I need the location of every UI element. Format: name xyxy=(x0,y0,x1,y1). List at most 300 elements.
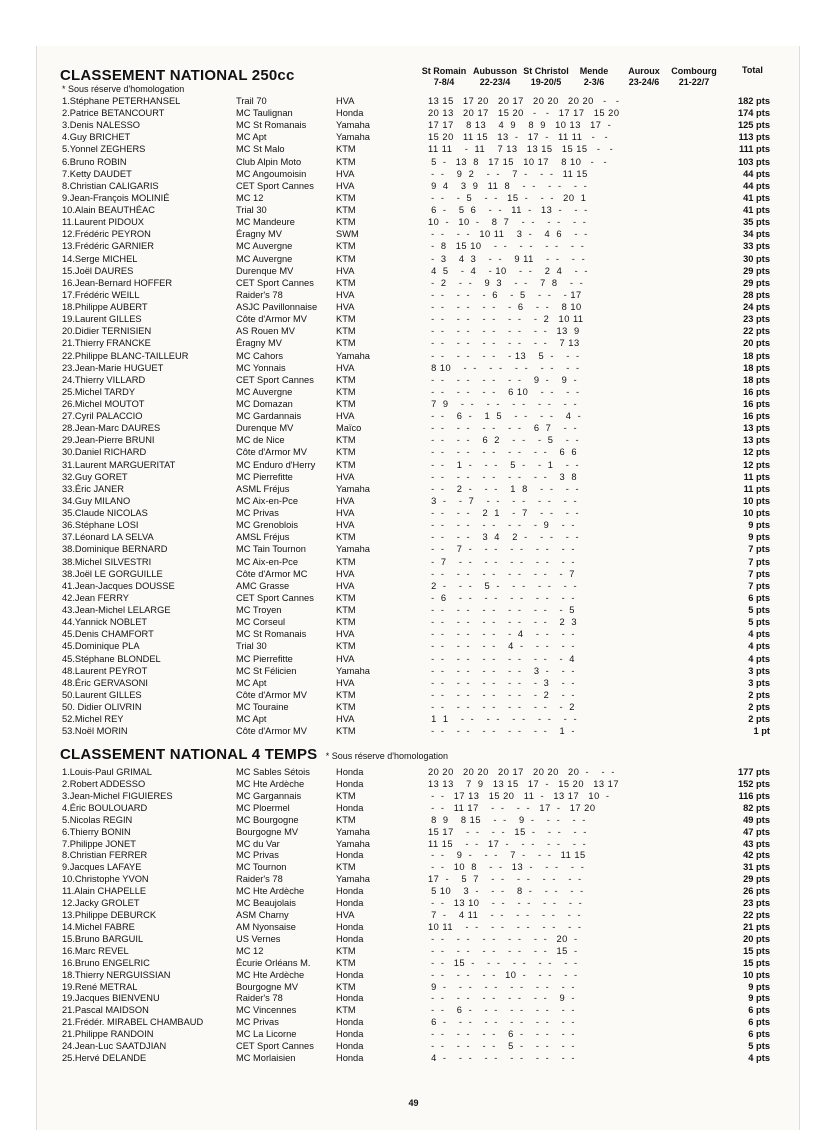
make-name: Honda xyxy=(336,898,364,909)
event-results: - - - - - - - - - - 13 9 xyxy=(428,326,580,337)
event-results: - - 2 - - - 1 8 - - - - xyxy=(428,483,580,494)
make-name: KTM xyxy=(336,862,356,873)
event-results: - - - - - - 6 10 - - - - xyxy=(428,386,580,397)
rider-name: 20.Didier TERNISIEN xyxy=(62,326,152,337)
event-results: - - - - - - - - - - 2 3 xyxy=(428,617,578,628)
total-points: 6 pts xyxy=(748,1017,770,1028)
rider-name: 10.Christophe YVON xyxy=(62,874,149,885)
rider-name: 21.Philippe RANDOIN xyxy=(62,1029,154,1040)
event-date: 19-20/5 xyxy=(530,77,562,87)
total-points: 10 pts xyxy=(743,495,770,506)
total-points: 6 pts xyxy=(748,1029,770,1040)
rider-name: 14.Michel FABRE xyxy=(62,921,135,932)
rider-name: 25.Michel TARDY xyxy=(62,386,136,397)
make-name: Yamaha xyxy=(336,838,370,849)
rider-name: 45.Stéphane BLONDEL xyxy=(62,653,161,664)
event-results: 15 17 - - - - 15 - - - - - xyxy=(428,826,587,837)
total-points: 49 pts xyxy=(743,814,770,825)
make-name: Yamaha xyxy=(336,826,370,837)
total-points: 44 pts xyxy=(743,180,770,191)
event-results: 5 10 3 - - - 8 - - - - - xyxy=(428,886,584,897)
event-results: 9 - - - - - - - - - - - xyxy=(428,981,575,992)
make-name: Honda xyxy=(336,802,364,813)
club-name: MC Troyen xyxy=(236,605,282,616)
make-name: KTM xyxy=(336,592,356,603)
rider-name: 15.Joël DAURES xyxy=(62,265,134,276)
club-name: Côte d'Armor MV xyxy=(236,314,308,325)
total-points: 47 pts xyxy=(743,826,770,837)
club-name: Éragny MV xyxy=(236,229,282,240)
make-name: KTM xyxy=(336,241,356,252)
club-name: Côte d'Armor MV xyxy=(236,447,308,458)
rider-name: 13.Philippe DEBURCK xyxy=(62,910,157,921)
total-points: 29 pts xyxy=(743,277,770,288)
total-points: 116 pts xyxy=(738,790,770,801)
make-name: HVA xyxy=(336,96,355,106)
club-name: MC Tain Tournon xyxy=(236,544,306,555)
rider-name: 1.Stéphane PETERHANSEL xyxy=(62,96,181,106)
make-name: KTM xyxy=(336,144,356,155)
make-name: Honda xyxy=(336,1053,364,1064)
total-points: 152 pts xyxy=(737,778,770,789)
make-name: HVA xyxy=(336,568,355,579)
make-name: KTM xyxy=(336,556,356,567)
rider-name: 8.Christian FERRER xyxy=(62,850,148,861)
club-name: MC Angoumoisin xyxy=(236,168,307,179)
rider-name: 48.Éric GERVASONI xyxy=(62,677,148,688)
event-results: - - - - - - 10 - - - - - xyxy=(428,969,578,980)
make-name: KTM xyxy=(336,617,356,628)
total-points: 6 pts xyxy=(748,1005,770,1016)
make-name: HVA xyxy=(336,677,355,688)
make-name: HVA xyxy=(336,508,355,519)
make-name: HVA xyxy=(336,471,355,482)
club-name: MC Sables Sétois xyxy=(236,767,310,777)
total-column-header: Total xyxy=(742,65,763,75)
total-points: 9 pts xyxy=(748,520,770,531)
rider-name: 19.Jacques BIENVENU xyxy=(62,993,160,1004)
rider-name: 45.Denis CHAMFORT xyxy=(62,629,154,640)
club-name: MC Hte Ardèche xyxy=(236,778,305,789)
rider-name: 26.Michel MOUTOT xyxy=(62,399,145,409)
make-name: Honda xyxy=(336,1017,364,1028)
make-name: HVA xyxy=(336,289,355,300)
event-results: - - - - - - - - - - 15 - xyxy=(428,945,578,956)
total-points: 5 pts xyxy=(748,617,770,628)
club-name: MC St Romanais xyxy=(236,120,307,131)
club-name: MC Hte Ardèche xyxy=(236,886,305,897)
event-results: - - - - - - - - - 3 - - xyxy=(428,677,575,688)
event-date: 7-8/4 xyxy=(433,77,455,87)
rider-name: 12.Frédéric PEYRON xyxy=(62,229,151,240)
club-name: MC St Malo xyxy=(236,144,285,155)
event-results: - - - - - - 6 - - - - - xyxy=(428,1029,575,1040)
make-name: KTM xyxy=(336,447,356,458)
club-name: Trial 30 xyxy=(236,205,267,216)
rider-name: 33.Éric JANER xyxy=(62,483,124,494)
rider-name: 50. Didier OLIVRIN xyxy=(62,702,142,712)
total-points: 11 pts xyxy=(743,483,770,494)
club-name: CET Sport Cannes xyxy=(236,374,314,385)
make-name: Honda xyxy=(336,933,364,944)
total-points: 29 pts xyxy=(743,265,770,276)
event-results: - - - - - - - - - - 3 8 xyxy=(428,471,578,482)
rider-name: 3.Denis NALESSO xyxy=(62,120,141,131)
total-points: 2 pts xyxy=(748,702,770,712)
event-results: 4 5 - 4 - 10 - - 2 4 - - xyxy=(428,265,588,276)
event-date: 22-23/4 xyxy=(479,77,511,87)
total-points: 182 pts xyxy=(737,96,770,106)
total-points: 16 pts xyxy=(743,399,770,409)
make-name: Honda xyxy=(336,1029,364,1040)
total-points: 9 pts xyxy=(748,993,770,1004)
total-points: 174 pts xyxy=(737,108,770,119)
rider-name: 25.Hervé DELANDE xyxy=(62,1053,147,1064)
make-name: HVA xyxy=(336,629,355,640)
rider-name: 16.Bruno ENGELRIC xyxy=(62,957,150,968)
event-results: 9 4 3 9 11 8 - - - - - - xyxy=(428,180,588,191)
make-name: Yamaha xyxy=(336,350,370,361)
club-name: US Vernes xyxy=(236,933,281,944)
rider-name: 24.Thierry VILLARD xyxy=(62,374,146,385)
event-results: - - - - - - - - - 2 - - xyxy=(428,689,575,700)
make-name: KTM xyxy=(336,217,356,228)
club-name: MC Enduro d'Herry xyxy=(236,459,316,470)
event-results: - - - 5 - - 15 - - - 20 1 xyxy=(428,192,587,203)
make-name: Honda xyxy=(336,993,364,1004)
total-points: 31 pts xyxy=(743,862,770,873)
event-results: 10 - 10 - 8 7 - - - - - - xyxy=(428,217,587,228)
total-points: 16 pts xyxy=(743,386,770,397)
event-results: - - 9 2 - - 7 - - - 11 15 xyxy=(428,168,588,179)
rider-name: 4.Éric BOULOUARD xyxy=(62,802,148,813)
make-name: Maïco xyxy=(336,423,362,434)
club-name: Bourgogne MV xyxy=(236,981,299,992)
club-name: MC Auvergne xyxy=(236,253,293,264)
total-points: 11 pts xyxy=(743,471,770,482)
event-name: Aubusson xyxy=(473,66,517,76)
total-points: 82 pts xyxy=(743,802,770,813)
total-points: 18 pts xyxy=(743,374,770,385)
rider-name: 31.Laurent MARGUERITAT xyxy=(62,459,176,470)
event-name: Auroux xyxy=(628,66,660,76)
total-points: 3 pts xyxy=(748,677,770,688)
rider-name: 52.Michel REY xyxy=(62,714,124,725)
rider-name: 5.Nicolas REGIN xyxy=(62,814,133,825)
club-name: Trail 70 xyxy=(236,96,267,106)
total-points: 1 pt xyxy=(753,726,770,737)
rider-name: 35.Claude NICOLAS xyxy=(62,508,148,519)
event-results: 20 20 20 20 20 17 20 20 20 - - - xyxy=(428,767,615,777)
club-name: MC Privas xyxy=(236,1017,279,1028)
club-name: CET Sport Cannes xyxy=(236,180,314,191)
section-250cc-note: * Sous réserve d'homologation xyxy=(62,84,185,94)
make-name: Honda xyxy=(336,886,364,897)
club-name: Raider's 78 xyxy=(236,874,283,885)
event-results: 2 - - - 5 - - - - - - - xyxy=(428,580,578,591)
rider-name: 4.Guy BRICHET xyxy=(62,132,131,143)
rider-name: 17.Frédéric WEILL xyxy=(62,289,140,300)
club-name: MC Mandeure xyxy=(236,217,295,228)
rider-name: 15.Bruno BARGUIL xyxy=(62,933,144,944)
club-name: AS Rouen MV xyxy=(236,326,295,337)
club-name: MC Cahors xyxy=(236,350,284,361)
event-results: - - - - - - - - - - 6 6 xyxy=(428,447,578,458)
make-name: KTM xyxy=(336,386,356,397)
club-name: MC Touraine xyxy=(236,702,289,712)
make-name: Yamaha xyxy=(336,132,370,143)
total-points: 18 pts xyxy=(743,362,770,373)
rider-name: 22.Philippe BLANC-TAILLEUR xyxy=(62,350,189,361)
club-name: MC Taulignan xyxy=(236,108,293,119)
rider-name: 23.Jean-Marie HUGUET xyxy=(62,362,164,373)
rider-name: 9.Jacques LAFAYE xyxy=(62,862,142,873)
rider-name: 21.Thierry FRANCKE xyxy=(62,338,151,349)
club-name: MC Aix-en-Pce xyxy=(236,495,298,506)
make-name: KTM xyxy=(336,156,356,167)
event-results: - - - - 6 2 - - - 5 - - xyxy=(428,435,580,446)
make-name: HVA xyxy=(336,714,355,725)
event-name: Combourg xyxy=(671,66,717,76)
rider-name: 18.Philippe AUBERT xyxy=(62,302,148,313)
rider-name: 11.Alain CHAPELLE xyxy=(62,886,147,897)
total-points: 4 pts xyxy=(748,653,770,664)
rider-name: 10.Alain BEAUTHÉAC xyxy=(62,205,156,216)
total-points: 16 pts xyxy=(743,411,770,422)
club-name: MC Ploermel xyxy=(236,802,290,813)
club-name: MC Pierrefitte xyxy=(236,471,293,482)
event-results: - - 17 13 15 20 11 - 13 17 10 - xyxy=(428,790,610,801)
rider-name: 36.Stéphane LOSI xyxy=(62,520,139,531)
total-points: 13 pts xyxy=(743,423,770,434)
rider-name: 12.Jacky GROLET xyxy=(62,898,140,909)
rider-name: 30.Daniel RICHARD xyxy=(62,447,147,458)
event-header-aubusson xyxy=(470,66,520,88)
event-results: - - - - - - - - - 2 10 11 xyxy=(428,314,584,325)
section-4temps-header xyxy=(60,746,448,763)
event-results: - - - - 10 11 3 - 4 6 - - xyxy=(428,229,588,240)
club-name: MC Bourgogne xyxy=(236,814,299,825)
rider-name: 38.Michel SILVESTRI xyxy=(62,556,152,567)
club-name: Bourgogne MV xyxy=(236,826,299,837)
event-results: - - 11 17 - - - - 17 - 17 20 xyxy=(428,802,596,813)
total-points: 21 pts xyxy=(743,921,770,932)
club-name: MC Hte Ardèche xyxy=(236,969,305,980)
make-name: HVA xyxy=(336,168,355,179)
total-points: 7 pts xyxy=(748,580,770,591)
make-name: Honda xyxy=(336,778,364,789)
rider-name: 14.Serge MICHEL xyxy=(62,253,138,264)
club-name: MC Vincennes xyxy=(236,1005,297,1016)
event-results: - - - - - - 5 - - - - - xyxy=(428,1041,575,1052)
total-points: 3 pts xyxy=(748,665,770,676)
make-name: Honda xyxy=(336,969,364,980)
page-number: 49 xyxy=(408,1098,419,1108)
total-points: 35 pts xyxy=(743,217,770,228)
total-points: 4 pts xyxy=(748,641,770,652)
club-name: Trial 30 xyxy=(236,641,267,652)
total-points: 28 pts xyxy=(743,289,770,300)
rider-name: 19.René METRAL xyxy=(62,981,138,992)
rider-name: 21.Pascal MAIDSON xyxy=(62,1005,149,1016)
make-name: Yamaha xyxy=(336,874,370,885)
event-results: - - - - - - - - - - 7 13 xyxy=(428,338,580,349)
total-points: 9 pts xyxy=(748,532,770,543)
club-name: MC Tournon xyxy=(236,862,287,873)
event-results: 20 13 20 17 15 20 - - 17 17 15 20 xyxy=(428,108,620,119)
event-results: - - - - - - - - 3 - - - xyxy=(428,665,575,676)
rider-name: 5.Yonnel ZEGHERS xyxy=(62,144,146,155)
event-header-combourg xyxy=(668,66,720,88)
event-name: Mende xyxy=(579,66,609,76)
club-name: MC Yonnais xyxy=(236,362,286,373)
rider-name: 53.Noël MORIN xyxy=(62,726,128,737)
total-points: 22 pts xyxy=(743,326,770,337)
total-points: 42 pts xyxy=(743,850,770,861)
total-points: 29 pts xyxy=(743,874,770,885)
total-points: 111 pts xyxy=(738,144,770,155)
event-results: - - 13 10 - - - - - - - - xyxy=(428,898,583,909)
event-date: 23-24/6 xyxy=(628,77,660,87)
total-points: 2 pts xyxy=(748,689,770,700)
event-results: - - 1 - - - 5 - - 1 - - xyxy=(428,459,580,470)
event-results: - - - - - - - - - - 1 - xyxy=(428,726,575,737)
make-name: KTM xyxy=(336,326,356,337)
rider-name: 2.Patrice BETANCOURT xyxy=(62,108,165,119)
total-points: 18 pts xyxy=(743,350,770,361)
club-name: MC Auvergne xyxy=(236,241,293,252)
event-results: - - - - 3 4 2 - - - - - xyxy=(428,532,580,543)
rider-name: 38.Dominique BERNARD xyxy=(62,544,168,555)
total-points: 23 pts xyxy=(743,314,770,325)
rider-name: 37.Léonard LA SELVA xyxy=(62,532,154,543)
club-name: MC Apt xyxy=(236,132,267,143)
total-points: 5 pts xyxy=(748,1041,770,1052)
make-name: HVA xyxy=(336,411,355,422)
total-points: 15 pts xyxy=(743,945,770,956)
club-name: MC Auvergne xyxy=(236,386,293,397)
make-name: Honda xyxy=(336,921,364,932)
club-name: MC Corseul xyxy=(236,617,286,628)
event-results: 15 20 11 15 13 - 17 - 11 11 - - xyxy=(428,132,609,143)
club-name: ASML Fréjus xyxy=(236,483,290,494)
event-results: 13 13 7 9 13 15 17 - 15 20 13 17 xyxy=(428,778,619,789)
club-name: Côte d'Armor MC xyxy=(236,568,308,579)
club-name: Côte d'Armor MV xyxy=(236,689,308,700)
event-results: 6 - 5 6 - - 11 - 13 - - - xyxy=(428,205,588,216)
event-results: 7 9 - - - - - - - - - - xyxy=(428,399,578,409)
club-name: MC du Var xyxy=(236,838,280,849)
total-points: 44 pts xyxy=(743,168,770,179)
total-points: 22 pts xyxy=(743,910,770,921)
make-name: Honda xyxy=(336,108,364,119)
rider-name: 11.Laurent PIDOUX xyxy=(62,217,144,228)
total-points: 12 pts xyxy=(743,459,770,470)
event-results: - 3 4 3 - - 9 11 - - - - xyxy=(428,253,586,264)
club-name: MC La Licorne xyxy=(236,1029,297,1040)
club-name: MC Apt xyxy=(236,677,267,688)
club-name: MC Gargannais xyxy=(236,790,302,801)
rider-name: 3.Jean-Michel FIGUIERES xyxy=(62,790,173,801)
total-points: 4 pts xyxy=(748,629,770,640)
total-points: 125 pts xyxy=(737,120,770,131)
total-points: 10 pts xyxy=(743,969,770,980)
make-name: HVA xyxy=(336,302,355,313)
event-results: - - 9 - - - 7 - - - 11 15 xyxy=(428,850,586,861)
club-name: CET Sport Cannes xyxy=(236,277,314,288)
make-name: KTM xyxy=(336,435,356,446)
event-results: 17 17 8 13 4 9 8 9 10 13 17 - xyxy=(428,120,612,131)
make-name: HVA xyxy=(336,910,355,921)
total-points: 20 pts xyxy=(743,933,770,944)
total-points: 7 pts xyxy=(748,556,770,567)
event-results: - - 7 - - - - - - - - - xyxy=(428,544,575,555)
event-date: 2-3/6 xyxy=(583,77,605,87)
club-name: ASM Charny xyxy=(236,910,289,921)
rider-name: 16.Marc REVEL xyxy=(62,945,129,956)
total-points: 41 pts xyxy=(743,205,770,216)
club-name: MC Apt xyxy=(236,714,267,725)
club-name: MC Gardannais xyxy=(236,411,302,422)
event-results: - - - - - - - - - - - 2 xyxy=(428,702,575,712)
event-results: 4 - - - - - - - - - - - xyxy=(428,1053,575,1064)
rider-name: 41.Jean-Jacques DOUSSE xyxy=(62,580,175,591)
make-name: HVA xyxy=(336,653,355,664)
rider-name: 50.Laurent GILLES xyxy=(62,689,142,700)
rider-name: 18.Thierry NERGUISSIAN xyxy=(62,969,171,980)
club-name: CET Sport Cannes xyxy=(236,1041,314,1052)
event-results: - - 15 - - - - - - - - - xyxy=(428,957,578,968)
event-results: - - - - - - - 4 - - - - xyxy=(428,629,575,640)
total-points: 34 pts xyxy=(743,229,770,240)
total-points: 6 pts xyxy=(748,592,770,603)
club-name: Éragny MV xyxy=(236,338,282,349)
rider-name: 7.Ketty DAUDET xyxy=(62,168,132,179)
make-name: KTM xyxy=(336,702,356,712)
event-header-auroux xyxy=(620,66,668,88)
rider-name: 24.Jean-Luc SAATDJIAN xyxy=(62,1041,167,1052)
make-name: HVA xyxy=(336,520,355,531)
make-name: KTM xyxy=(336,459,356,470)
club-name: MC Morlaisien xyxy=(236,1053,296,1064)
total-points: 9 pts xyxy=(748,981,770,992)
make-name: KTM xyxy=(336,277,356,288)
total-points: 41 pts xyxy=(743,192,770,203)
make-name: HVA xyxy=(336,495,355,506)
club-name: MC Aix-en-Pce xyxy=(236,556,298,567)
total-points: 103 pts xyxy=(737,156,770,167)
make-name: KTM xyxy=(336,374,356,385)
make-name: SWM xyxy=(336,229,359,240)
rider-name: 13.Frédéric GARNIER xyxy=(62,241,154,252)
event-header-st-christol xyxy=(520,66,572,88)
event-header-mende xyxy=(572,66,616,88)
event-results: - - - - - - - - - - - 4 xyxy=(428,653,575,664)
event-results: 1 1 - - - - - - - - - - xyxy=(428,714,578,725)
rider-name: 48.Laurent PEYROT xyxy=(62,665,148,676)
event-results: - - - - - - 4 - - - - - xyxy=(428,641,575,652)
event-results: - - - - - - - - 9 - 9 - xyxy=(428,374,578,385)
rider-name: 16.Jean-Bernard HOFFER xyxy=(62,277,173,288)
club-name: Écurie Orléans M. xyxy=(236,957,311,968)
event-results: - - - - - - - - - 9 - - xyxy=(428,520,575,531)
club-name: AMSL Fréjus xyxy=(236,532,290,543)
make-name: HVA xyxy=(336,362,355,373)
rider-name: 45.Dominique PLA xyxy=(62,641,140,652)
total-points: 43 pts xyxy=(743,838,770,849)
club-name: Club Alpin Moto xyxy=(236,156,302,167)
event-results: - - - - - - - 13 5 - - - xyxy=(428,350,580,361)
